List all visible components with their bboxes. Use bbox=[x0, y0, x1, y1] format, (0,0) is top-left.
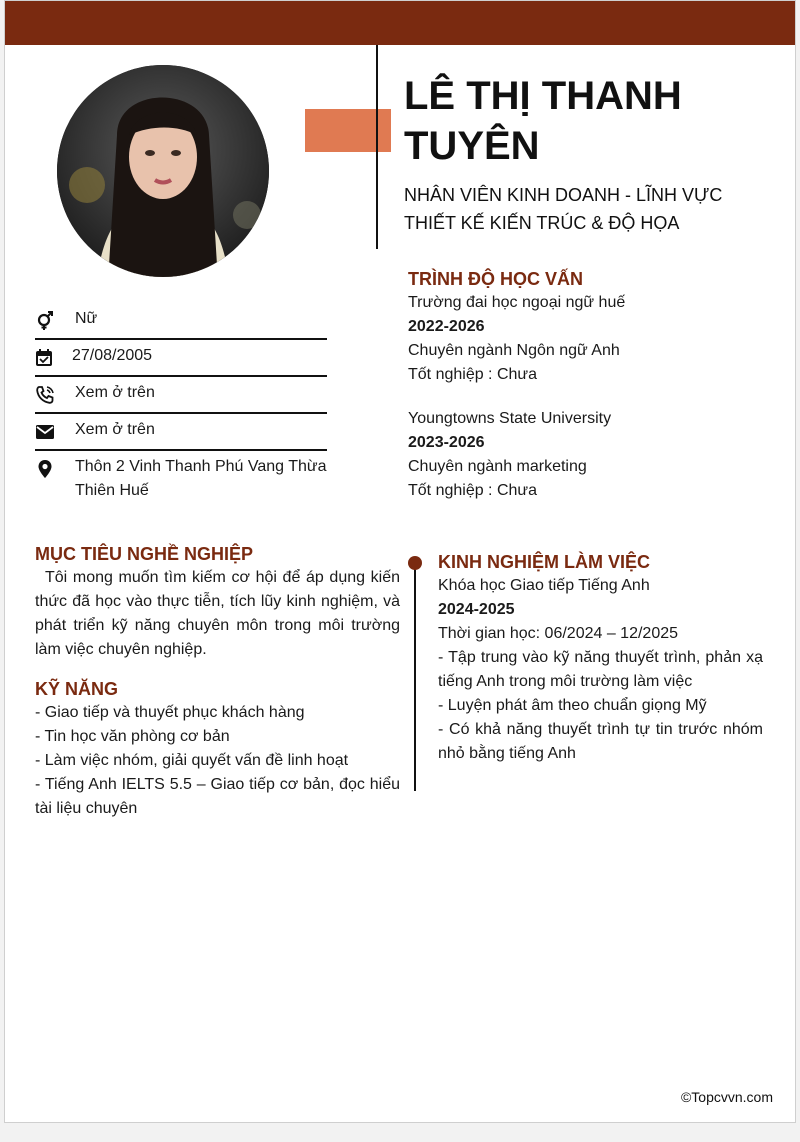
phone-icon bbox=[35, 385, 55, 405]
contact-address bbox=[35, 451, 327, 507]
school-years: 2022-2026 bbox=[408, 318, 485, 335]
profile-photo bbox=[57, 65, 269, 277]
phone-value: Xem ở trên bbox=[75, 384, 155, 401]
school-major: Chuyên ngành marketing bbox=[408, 458, 587, 475]
experience-point: - Tập trung vào kỹ năng thuyết trình, phản xạ tiếng Anh trong môi trường làm việc bbox=[438, 649, 763, 690]
education-section bbox=[408, 267, 768, 523]
school-major: Chuyên ngành Ngôn ngữ Anh bbox=[408, 342, 620, 359]
skills-list bbox=[35, 701, 400, 821]
school-name: Youngtowns State University bbox=[408, 410, 612, 427]
accent-block bbox=[305, 109, 391, 152]
experience-years: 2024-2025 bbox=[438, 601, 515, 618]
graduation-status: Tốt nghiệp : Chưa bbox=[408, 366, 538, 383]
experience-title: KINH NGHIỆM LÀM VIỆC bbox=[438, 552, 651, 572]
experience-point: - Có khả năng thuyết trình tự tin trước nhóm nhỏ bằng tiếng Anh bbox=[438, 721, 763, 762]
mail-icon bbox=[35, 422, 55, 442]
objective-text: Tôi mong muốn tìm kiếm cơ hội để áp dụng kiến thức đã học vào thực tiễn, tích lũy kinh nghiệm, và phát triển kỹ năng chuyên môn trong môi trường làm việc chuyên nghiệp. bbox=[35, 569, 400, 658]
contact-gender bbox=[35, 303, 327, 340]
school-years: 2023-2026 bbox=[408, 434, 485, 451]
skills-section bbox=[35, 677, 400, 821]
education-item bbox=[408, 291, 768, 387]
contact-phone bbox=[35, 377, 327, 414]
contact-birthday bbox=[35, 340, 327, 377]
experience-timeline-line bbox=[414, 561, 416, 791]
contact-list bbox=[35, 303, 327, 507]
header-divider bbox=[376, 45, 378, 249]
skill-item: - Giao tiếp và thuyết phục khách hàng bbox=[35, 704, 305, 721]
education-title: TRÌNH ĐỘ HỌC VẤN bbox=[408, 269, 583, 289]
birthday-value: 27/08/2005 bbox=[72, 347, 153, 364]
gender-icon bbox=[35, 311, 55, 331]
email-value: Xem ở trên bbox=[75, 421, 155, 438]
skill-item: - Tiếng Anh IELTS 5.5 – Giao tiếp cơ bản, đọc hiểu tài liệu chuyên bbox=[35, 776, 400, 817]
experience-section bbox=[438, 550, 763, 766]
address-value: Thôn 2 Vinh Thanh Phú Vang Thừa Thiên Huế bbox=[75, 458, 327, 499]
graduation-status: Tốt nghiệp : Chưa bbox=[408, 482, 538, 499]
school-name: Trường đai học ngoại ngữ huế bbox=[408, 294, 626, 311]
header-bar bbox=[5, 1, 795, 45]
skill-item: - Tin học văn phòng cơ bản bbox=[35, 728, 230, 745]
experience-course: Khóa học Giao tiếp Tiếng Anh bbox=[438, 577, 650, 594]
calendar-icon bbox=[35, 348, 55, 368]
experience-duration: Thời gian học: 06/2024 – 12/2025 bbox=[438, 625, 679, 642]
gender-value: Nữ bbox=[75, 310, 98, 327]
copyright-footer: ©Topcvvn.com bbox=[680, 1089, 773, 1105]
objective-section bbox=[35, 542, 400, 662]
contact-email bbox=[35, 414, 327, 451]
experience-point: - Luyện phát âm theo chuẩn giọng Mỹ bbox=[438, 697, 707, 714]
objective-title: MỤC TIÊU NGHỀ NGHIỆP bbox=[35, 544, 254, 564]
job-title: NHÂN VIÊN KINH DOANH - LĨNH VỰC THIẾT KẾ KIẾN TRÚC & ĐỘ HỌA bbox=[404, 185, 723, 233]
cv-page bbox=[4, 0, 796, 1123]
candidate-name: LÊ THỊ THANH TUYÊN bbox=[404, 74, 682, 168]
skills-title: KỸ NĂNG bbox=[35, 679, 119, 699]
skill-item: - Làm việc nhóm, giải quyết vấn đề linh hoạt bbox=[35, 752, 349, 769]
experience-timeline-dot bbox=[408, 556, 422, 570]
location-pin-icon bbox=[35, 459, 55, 479]
education-item bbox=[408, 407, 768, 503]
experience-item bbox=[438, 574, 763, 766]
